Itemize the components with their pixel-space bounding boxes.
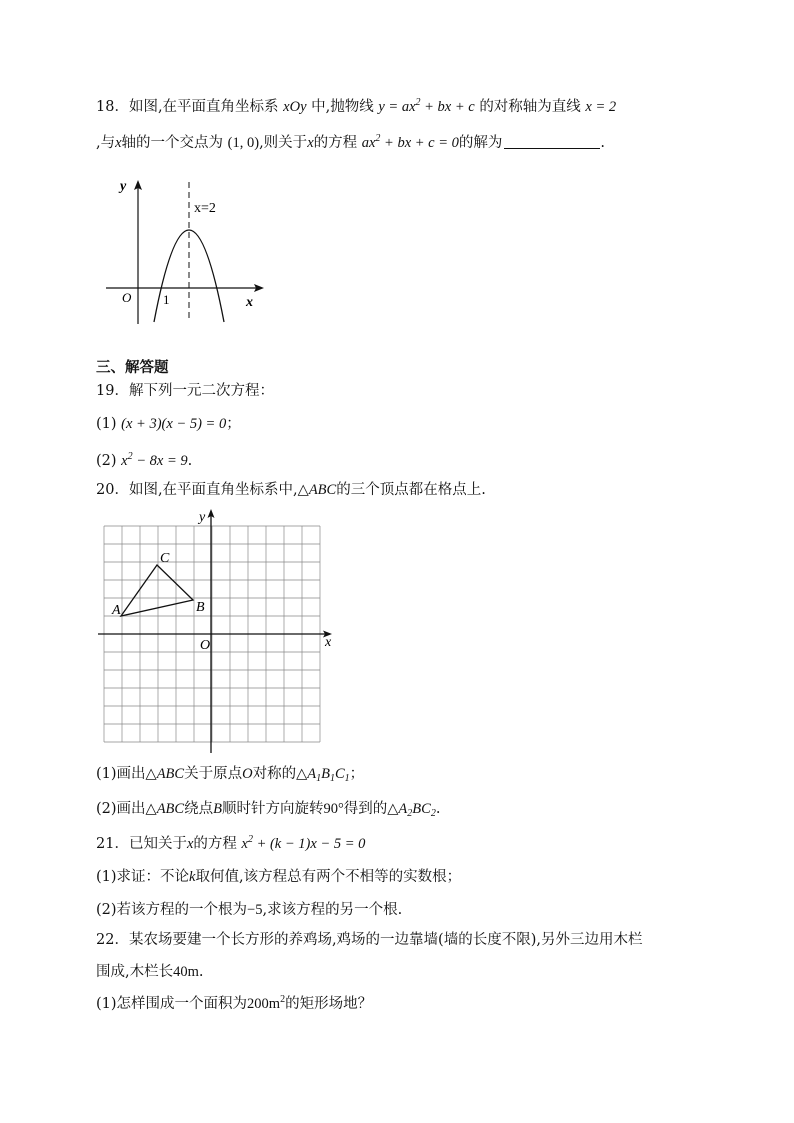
fig18-y-label: y [120,179,127,194]
q19-part1: (1) (x + 3)(x − 5) = 0； [96,416,241,432]
fig18-axis-label: x=2 [194,201,216,216]
q21-equation: $x^2 + (k - 1)x - 5 = 0$ [241,834,366,852]
fig20-x-label: x [325,635,332,650]
triangle-a2bc2: $\triangle A_2BC_2$ [387,801,436,819]
q22-line1: 22．某农场要建一个长方形的养鸡场,鸡场的一边靠墙(墙的长度不限),另外三边用木栏 [96,932,643,948]
parabola-equation: $y = ax^2$ + bx + c [378,97,475,115]
answer-blank [504,134,600,149]
q20-stem: 20．如图,在平面直角坐标系中,△ABC的三个顶点都在格点上. [96,482,486,498]
q20-part2: (2)画出△ABC绕点B顺时针方向旋转90°得到的$\triangle A_2BC_2$. [96,801,441,819]
q21-part2: (2)若该方程的一个根为−5,求该方程的另一个根. [96,902,403,918]
section-heading: 三、解答题 [96,360,169,376]
q22-part1: (1)怎样围成一个面积为$200m^2$的矩形场地？ [96,994,373,1012]
q19-stem: 19．解下列一元二次方程： [96,383,274,399]
q22-line2: 围成,木栏长40m. [96,964,204,980]
coord-system-label: xOy [283,99,307,115]
grid-figure [94,505,340,757]
q21-part1: (1)求证：不论k取何值,该方程总有两个不相等的实数根； [96,869,462,885]
q20-part1: (1)画出△ABC关于原点O对称的$\triangle A_1B_1C_1$； [96,766,365,784]
parabola-figure [100,172,270,332]
q19-part2-equation: $x^2 - 8x = 9$ [121,451,188,469]
fig18-origin-label: O [122,290,132,305]
q21-stem: 21．已知关于x的方程 $x^2 + (k - 1)x - 5 = 0$ [96,834,366,852]
q19-part2: (2) $x^2 - 8x = 9$. [96,451,193,469]
symmetry-axis-equation: x = 2 [585,99,617,115]
fig18-x-label: x [246,295,253,310]
vertex-a-label: A [112,603,121,618]
triangle-a1b1c1: $\triangle A_1B_1C_1$ [296,766,350,784]
q18-line1: 18．如图,在平面直角坐标系 xOy 中,抛物线 $y = ax^2$ + bx + c 的对称轴为直线 x = 2 [96,97,617,115]
triangle-abc [121,565,193,616]
fig20-origin-label: O [200,638,211,653]
intersection-point: (1, 0) [227,135,260,151]
q18-line2: ,与x轴的一个交点为 (1, 0),则关于x的方程 $ax^2$ + bx + c = 0的解为 . [96,133,606,151]
quadratic-equation: $ax^2$ + bx + c = 0 [361,133,459,151]
vertex-c-label: C [160,551,170,566]
fig18-one-label: 1 [163,292,170,307]
vertex-b-label: B [196,600,205,615]
fig20-y-label: y [199,510,206,525]
